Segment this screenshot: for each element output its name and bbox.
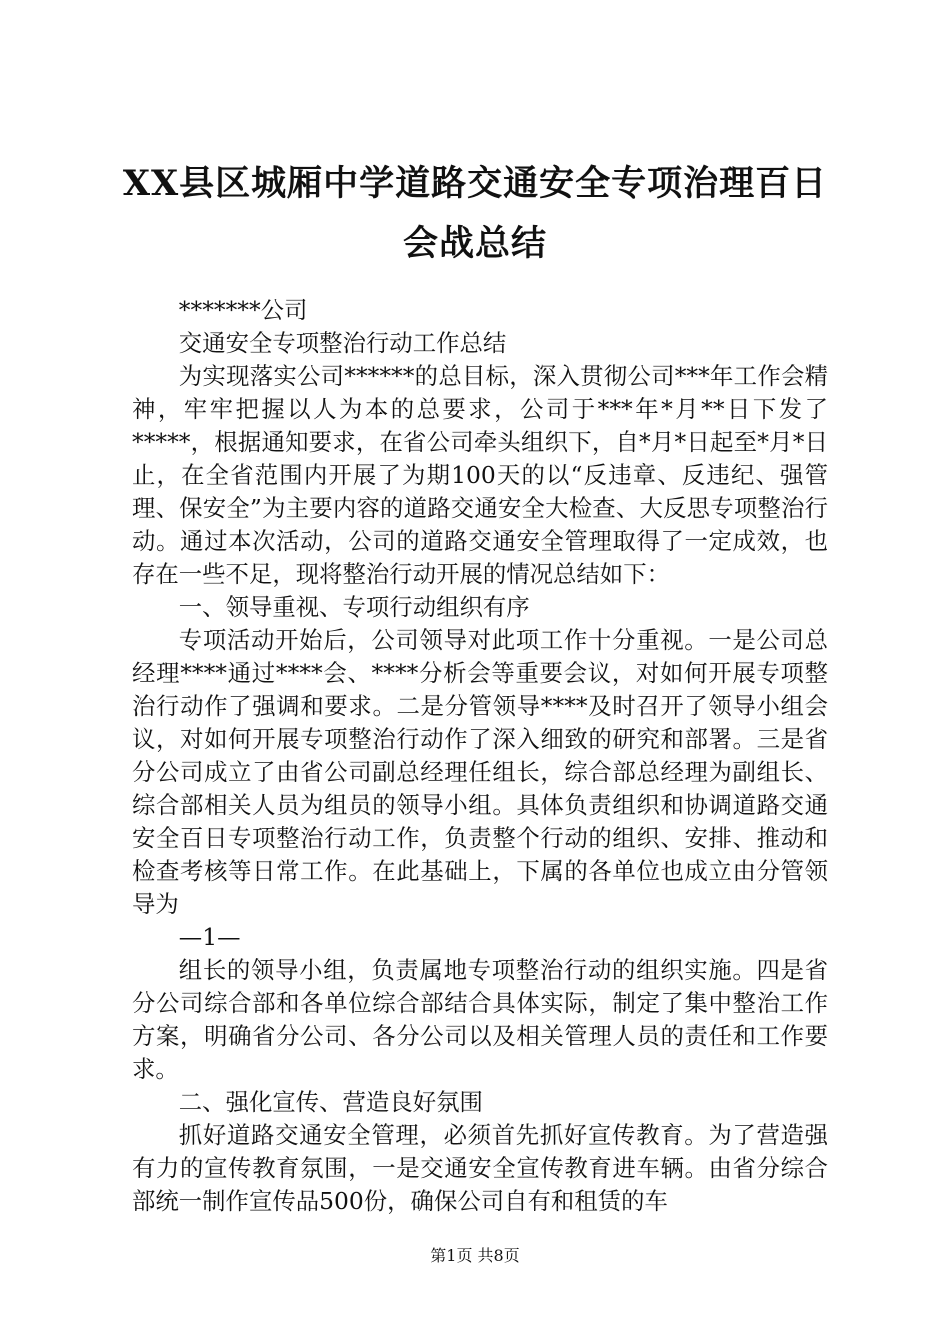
section-heading-2: 二、强化宣传、营造良好氛围 — [178, 1088, 483, 1116]
document-title-line-2: 会战总结 — [402, 223, 547, 264]
paragraph: 组长的领导小组，负责属地专项整治行动的组织实施。四是省分公司综合部和各单位综合部结合具体实际，制定了集中整治工作方案，明确省分公司、各分公司以及相关管理人员的责任和工作要求。 — [132, 956, 828, 1083]
subtitle-line: 交通安全专项整治行动工作总结 — [178, 329, 507, 357]
section-heading-1: 一、领导重视、专项行动组织有序 — [178, 593, 530, 621]
company-line: *******公司 — [178, 296, 308, 324]
paragraph: 为实现落实公司******的总目标，深入贯彻公司***年工作会精神，牢牢把握以人为本的总要求，公司于***年*月**日下发了*****，根据通知要求，在省公司牵头组织下，自*月*日起至*月*日止，在全省范围内开展了为期100天的以“反违章、反违纪、强管理、保安全”为主要内容的道路交通安全大检查、大反思专项整治行动。通过本次活动，公司的道路交通安全管理取得了一定成效，也存在一些不足，现将整治行动开展的情况总结如下： — [132, 362, 828, 588]
page-footer: 第1页 共8页 — [430, 1246, 520, 1265]
paragraph: 抓好道路交通安全管理，必须首先抓好宣传教育。为了营造强有力的宣传教育氛围，一是交通安全宣传教育进车辆。由省分综合部统一制作宣传品500份，确保公司自有和租赁的车 — [132, 1121, 828, 1215]
document-body — [132, 294, 828, 1218]
page-marker: —1— — [178, 923, 241, 951]
document-title-line-1: XX县区城厢中学道路交通安全专项治理百日 — [122, 163, 828, 204]
paragraph: 专项活动开始后，公司领导对此项工作十分重视。一是公司总经理****通过****会、****分析会等重要会议，对如何开展专项整治行动作了强调和要求。二是分管领导****及时召开了领导小组会议，对如何开展专项整治行动作了深入细致的研究和部署。三是省分公司成立了由省公司副总经理任组长，综合部总经理为副组长、综合部相关人员为组员的领导小组。具体负责组织和协调道路交通安全百日专项整治行动工作，负责整个行动的组织、安排、推动和检查考核等日常工作。在此基础上，下属的各单位也成立由分管领导为 — [132, 626, 828, 918]
